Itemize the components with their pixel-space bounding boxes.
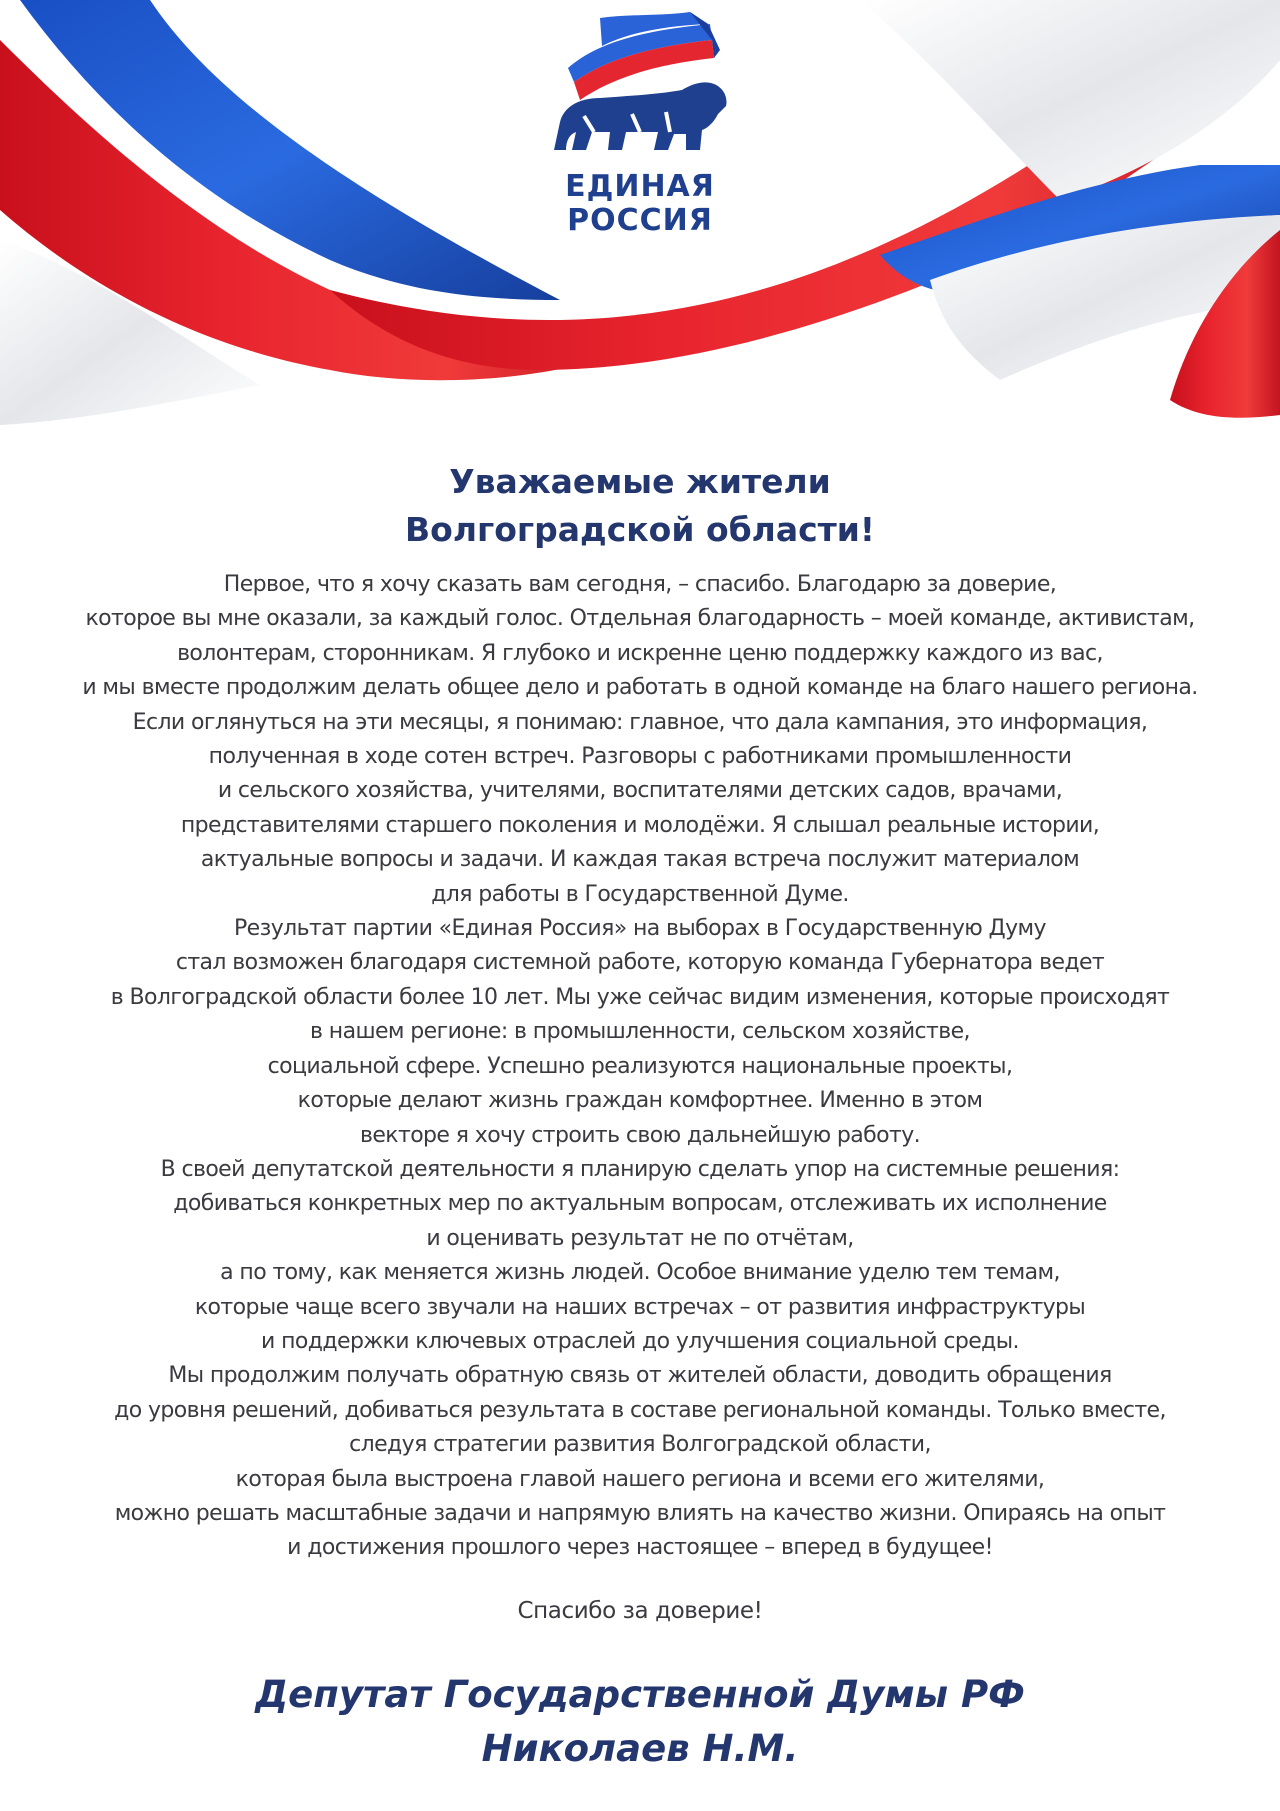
body-line: социальной сфере. Успешно реализуются национальные проекты, [267, 1053, 1013, 1079]
logo-word-russia: РОССИЯ [567, 203, 713, 238]
letter-heading [0, 458, 1280, 554]
body-line: и сельского хозяйства, учителями, воспитателями детских садов, врачами, [217, 778, 1063, 804]
body-line: можно решать масштабные задачи и напрямую влиять на качество жизни. Опираясь на опыт [114, 1500, 1166, 1526]
body-line: и достижения прошлого через настоящее – вперед в будущее! [287, 1535, 993, 1561]
body-line: полученная в ходе сотен встреч. Разговоры с работниками промышленности [208, 744, 1072, 770]
signature-title: Депутат Государственной Думы РФ [255, 1673, 1025, 1716]
body-line: в нашем регионе: в промышленности, сельском хозяйстве, [310, 1019, 970, 1045]
body-line: которое вы мне оказали, за каждый голос. Отдельная благодарность – моей команде, активистам, [85, 606, 1195, 632]
body-line: актуальные вопросы и задачи. И каждая такая встреча послужит материалом [200, 847, 1080, 873]
body-line: следуя стратегии развития Волгоградской области, [349, 1432, 931, 1458]
body-line: добиваться конкретных мер по актуальным вопросам, отслеживать их исполнение [173, 1191, 1107, 1217]
body-line: стал возможен благодаря системной работе, которую команда Губернатора ведет [175, 950, 1105, 976]
body-line: в Волгоградской области более 10 лет. Мы уже сейчас видим изменения, которые происходят [110, 984, 1170, 1010]
body-line: которая была выстроена главой нашего региона и всеми его жителями, [235, 1466, 1045, 1492]
heading-line-1: Уважаемые жители [449, 462, 831, 501]
body-line: волонтерам, сторонникам. Я глубоко и искренне ценю поддержку каждого из вас, [177, 640, 1103, 666]
body-line: Если оглянуться на эти месяцы, я понимаю: главное, что дала кампания, это информация, [132, 709, 1148, 735]
body-line: для работы в Государственной Думе. [431, 881, 849, 907]
heading-line-2: Волгоградской области! [405, 510, 875, 549]
letter-body [20, 568, 1260, 1566]
body-line: и мы вместе продолжим делать общее дело и работать в одной команде на благо нашего региона. [82, 675, 1198, 701]
signature-block [0, 1668, 1280, 1776]
united-russia-bear-flag-icon [540, 10, 740, 170]
body-line: которые чаще всего звучали на наших встречах – от развития инфраструктуры [194, 1294, 1086, 1320]
closing-thanks: Спасибо за доверие! [517, 1598, 763, 1624]
body-line: до уровня решений, добиваться результата в составе региональной команды. Только вместе, [114, 1397, 1166, 1423]
body-line: и оценивать результат не по отчётам, [426, 1225, 854, 1251]
party-logo [540, 10, 740, 250]
body-line: Результат партии «Единая Россия» на выборах в Государственную Думу [234, 916, 1046, 942]
body-line: Мы продолжим получать обратную связь от жителей области, доводить обращения [168, 1363, 1112, 1389]
body-line: которые делают жизнь граждан комфортнее. Именно в этом [297, 1088, 983, 1114]
body-line: векторе я хочу строить свою дальнейшую работу. [359, 1122, 921, 1148]
body-line: а по тому, как меняется жизнь людей. Особое внимание уделю тем темам, [220, 1260, 1060, 1286]
body-line: Первое, что я хочу сказать вам сегодня, – спасибо. Благодарю за доверие, [223, 572, 1057, 597]
body-line: В своей депутатской деятельности я планирую сделать упор на системные решения: [160, 1156, 1120, 1182]
body-line: и поддержки ключевых отраслей до улучшения социальной среды. [261, 1328, 1019, 1354]
logo-word-unified: ЕДИНАЯ [565, 169, 715, 204]
body-line: представителями старшего поколения и молодёжи. Я слышал реальные истории, [180, 812, 1100, 838]
signature-name: Николаев Н.М. [481, 1727, 799, 1770]
